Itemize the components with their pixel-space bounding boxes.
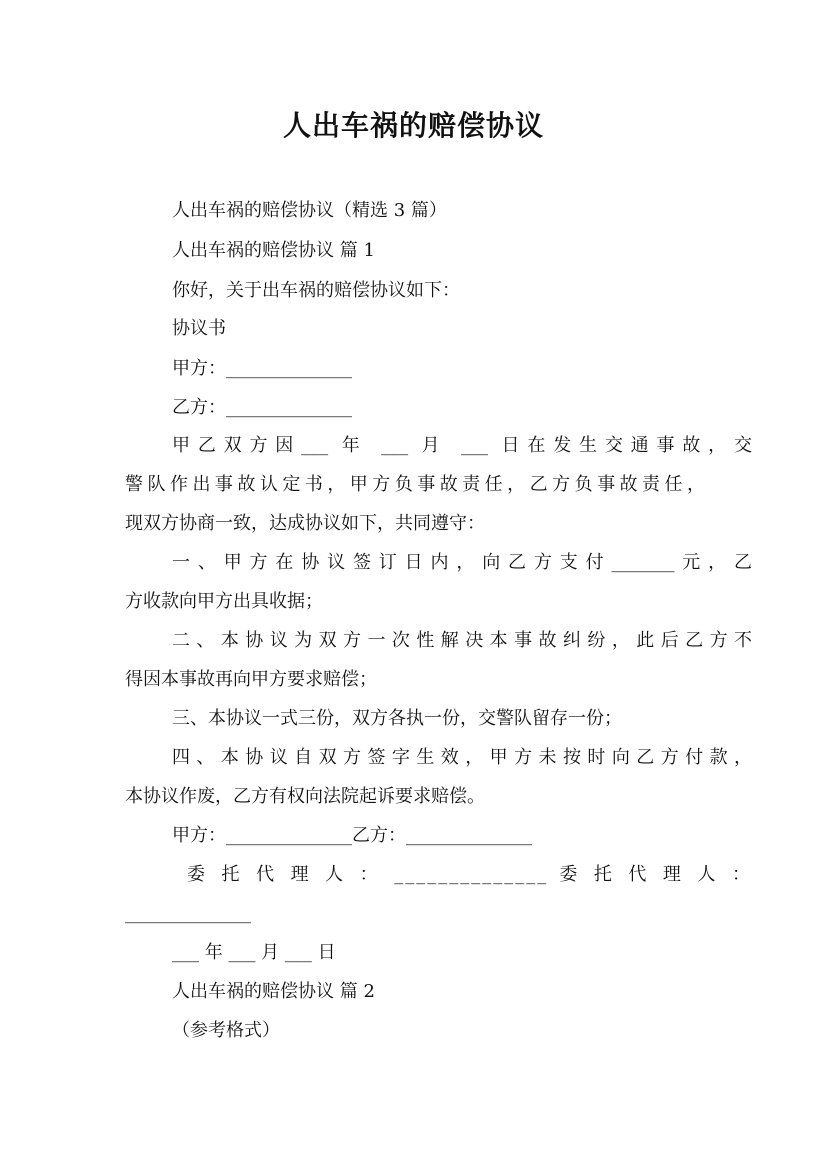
date-line: ___ 年 ___ 月 ___ 日 — [172, 942, 336, 963]
clause-1-line: 方收款向甲方出具收据； — [125, 591, 323, 612]
document-title: 人出车祸的赔偿协议 — [282, 109, 544, 142]
subtitle-line: 人出车祸的赔偿协议（精选 3 篇） — [172, 200, 447, 221]
clause-2-line: 得因本事故再向甲方要求赔偿； — [125, 669, 377, 690]
reference-format-line: （参考格式） — [172, 1020, 280, 1041]
paragraph-line: 警队作出事故认定书，甲方负事故责任，乙方负事故责任， — [125, 474, 705, 495]
party-b-line: 乙方：______________ — [172, 397, 352, 418]
clause-4-line: 本协议作废，乙方有权向法院起诉要求赔偿。 — [125, 786, 485, 807]
clause-1-line: 一、甲方在协议签订日内，向乙方支付_______元，乙 — [172, 552, 752, 573]
section-heading-1: 人出车祸的赔偿协议 篇 1 — [172, 240, 375, 261]
agreement-heading: 协议书 — [172, 318, 226, 339]
clause-3-line: 三、本协议一式三份，双方各执一份，交警队留存一份； — [172, 708, 622, 729]
clause-2-line: 二、本协议为双方一次性解决本事故纠纷，此后乙方不 — [172, 630, 752, 651]
agent-blank-line: ______________ — [125, 903, 251, 924]
section-heading-2: 人出车祸的赔偿协议 篇 2 — [172, 981, 375, 1002]
paragraph-line: 现双方协商一致，达成协议如下，共同遵守： — [125, 513, 485, 534]
paragraph-line: 甲乙双方因___ 年 ___ 月 ___ 日在发生交通事故，交 — [172, 435, 752, 456]
agent-line: 委 托 代 理 人 ： ______________ 委 托 代 理 人 ： — [187, 864, 752, 885]
greeting-line: 你好，关于出车祸的赔偿协议如下： — [172, 280, 460, 301]
party-a-line: 甲方：______________ — [172, 358, 352, 379]
signature-line: 甲方：______________乙方：______________ — [172, 825, 532, 846]
clause-4-line: 四、本协议自双方签字生效，甲方未按时向乙方付款， — [172, 747, 752, 768]
